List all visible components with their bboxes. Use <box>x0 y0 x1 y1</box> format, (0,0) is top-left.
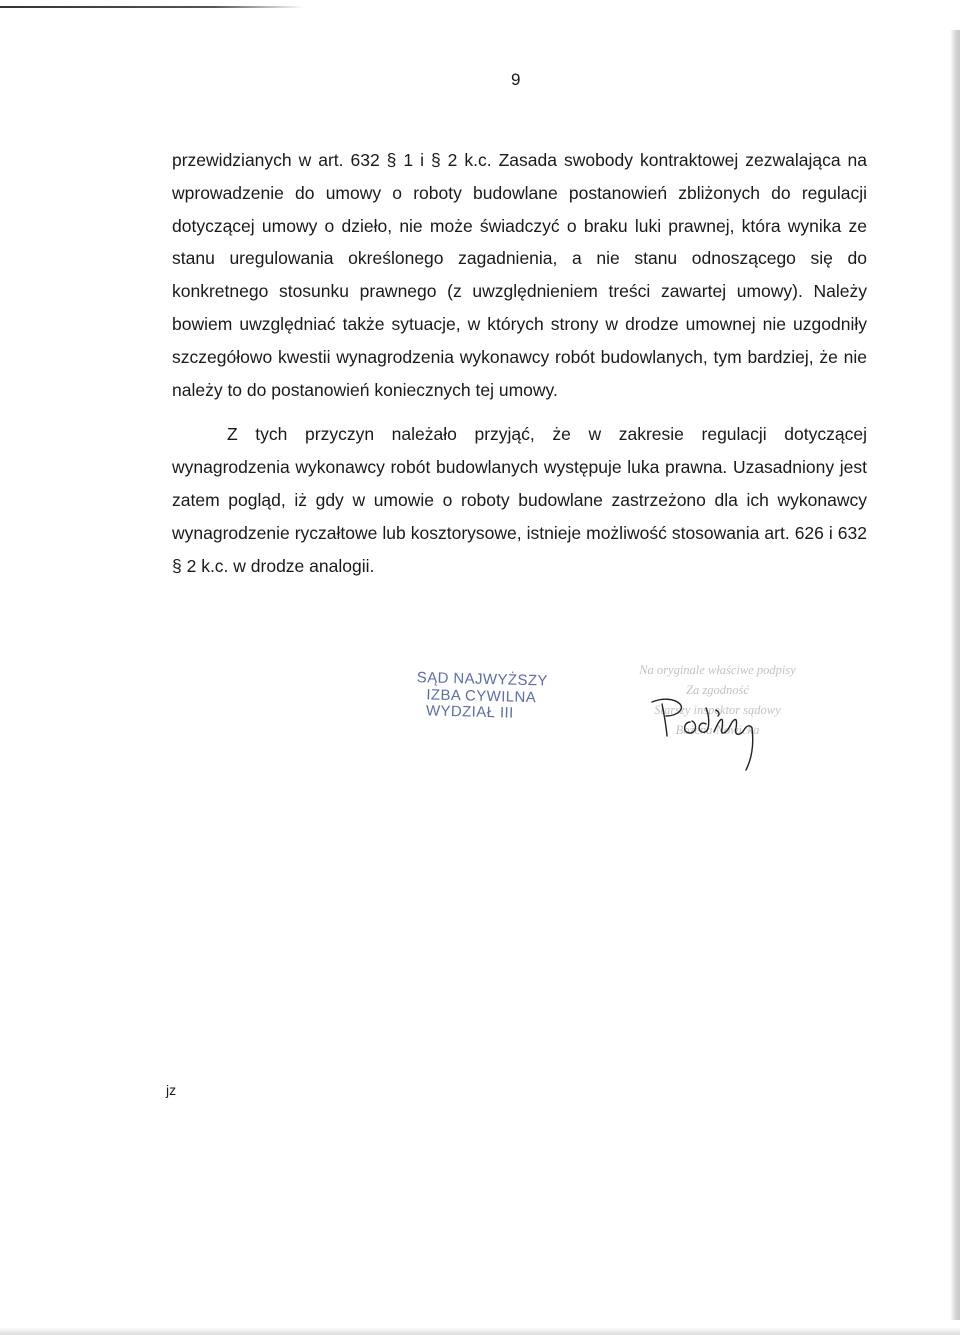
certification-line-conformity: Za zgodność <box>686 683 749 697</box>
stamp-line-court: SĄD NAJWYŻSZY <box>416 669 549 690</box>
scan-top-edge-line <box>0 6 305 8</box>
stamp-line-chamber: IZBA CYWILNA <box>426 685 537 706</box>
document-body <box>172 144 867 582</box>
author-initials: jz <box>166 1082 177 1098</box>
page-number: 9 <box>511 70 521 89</box>
stamp-line-division: WYDZIAŁ III <box>425 702 514 722</box>
certification-line-inspector: Starszy inspektor sądowy <box>654 703 781 717</box>
scan-bottom-edge-shadow <box>0 1327 960 1335</box>
certification-line-original: Na oryginale właściwe podpisy <box>639 663 796 677</box>
paragraph-2: Z tych przyczyn należało przyjąć, że w zakresie regulacji dotyczącej wynagrodzenia wykonawcy robót budowlanych występuje luka prawna. Uzasadniony jest zatem pogląd, iż gdy w umowie o roboty budowlane zastrzeżono dla ich wykonawcy wynagrodzenie ryczałtowe lub kosztorysowe, istnieje możliwość stosowania art. 626 i 632 § 2 k.c. w drodze analogii. <box>172 424 867 576</box>
handwritten-signature <box>640 684 780 774</box>
certification-line-name: Bożena Nowicka <box>675 723 760 737</box>
scan-right-edge-shadow <box>950 30 960 1320</box>
court-stamp <box>412 670 548 723</box>
paragraph-1: przewidzianych w art. 632 § 1 i § 2 k.c. Zasada swobody kontraktowej zezwalająca na wprowadzenie do umowy o roboty budowlane postanowień zbliżonych do regulacji dotyczącej umowy o dzieło, nie może świadczyć o braku luki prawnej, która wynika ze stanu uregulowania określonego zagadnienia, a nie stanu odnoszącego się do konkretnego stosunku prawnego (z uwzględnieniem treści zawartej umowy). Należy bowiem uwzględniać także sytuacje, w których strony w drodze umownej nie uzgodniły szczegółowo kwestii wynagrodzenia wykonawcy robót budowlanych, tym bardziej, że nie należy to do postanowień koniecznych tej umowy. <box>172 150 867 400</box>
